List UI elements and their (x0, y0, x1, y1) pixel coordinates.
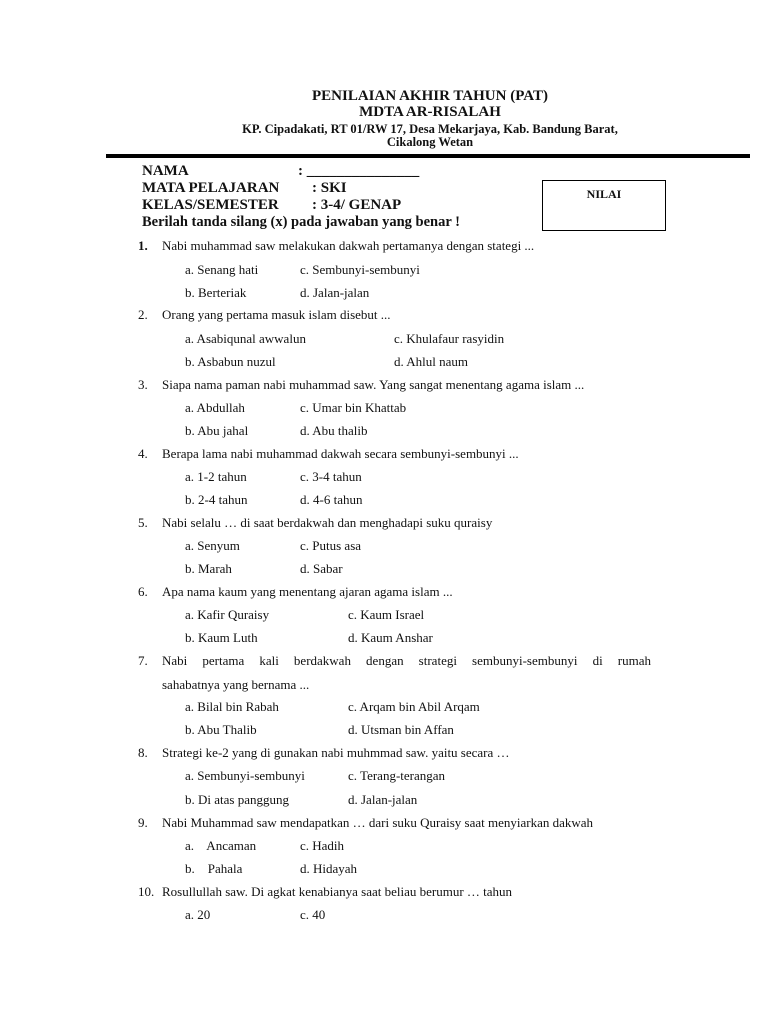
school-address-line2: Cikalong Wetan (386, 135, 474, 149)
question-text-continued: sahabatnya yang bernama ... (162, 677, 310, 692)
option-c[interactable]: c. Terang-terangan (348, 768, 446, 783)
kelas-value: : 3-4/ GENAP (312, 197, 402, 213)
option-c[interactable]: c. Arqam bin Abil Arqam (348, 699, 480, 714)
question-text: Berapa lama nabi muhammad dakwah secara sembunyi-sembunyi ... (162, 446, 519, 461)
question-text: Nabi muhammad saw melakukan dakwah pertamanya dengan stategi ... (162, 238, 535, 253)
option-b[interactable]: b. Abu jahal (185, 423, 249, 438)
option-c[interactable]: c. Umar bin Khattab (300, 400, 407, 415)
option-b[interactable]: b. 2-4 tahun (185, 492, 248, 507)
option-b[interactable]: b. Berteriak (185, 285, 247, 300)
school-address-line1: KP. Cipadakati, RT 01/RW 17, Desa Mekarjaya, Kab. Bandung Barat, (242, 122, 618, 136)
option-a[interactable]: a. Senyum (185, 538, 240, 553)
option-c[interactable]: c. Kaum Israel (348, 607, 425, 622)
instruction: Berilah tanda silang (x) pada jawaban yang benar ! (142, 214, 460, 230)
school-name: MDTA AR-RISALAH (359, 104, 501, 120)
option-d[interactable]: d. Jalan-jalan (300, 285, 370, 300)
question-number: 3. (138, 377, 148, 392)
option-d[interactable]: d. Hidayah (300, 861, 358, 876)
option-a[interactable]: a. Asabiqunal awwalun (185, 331, 306, 346)
nama-label: NAMA (142, 163, 189, 179)
option-a[interactable]: a. 20 (185, 907, 211, 922)
option-c[interactable]: c. Sembunyi-sembunyi (300, 262, 420, 277)
option-b[interactable]: b. Asbabun nuzul (185, 354, 276, 369)
option-d[interactable]: d. Sabar (300, 561, 343, 576)
question-text: Nabi pertama kali berdakwah dengan strategi sembunyi-sembunyi di rumah (162, 653, 651, 668)
option-d[interactable]: d. Kaum Anshar (348, 630, 433, 645)
option-a[interactable]: a. Sembunyi-sembunyi (185, 768, 305, 783)
question-number: 1. (138, 238, 148, 253)
option-b[interactable]: b. Marah (185, 561, 232, 576)
question-text: Apa nama kaum yang menentang ajaran agama islam ... (162, 584, 453, 599)
option-a[interactable]: a. Abdullah (185, 400, 245, 415)
option-a[interactable]: a. Bilal bin Rabah (185, 699, 279, 714)
mapel-value: : SKI (312, 180, 347, 196)
question-text: Orang yang pertama masuk islam disebut ... (162, 307, 391, 322)
kelas-label: KELAS/SEMESTER (142, 197, 279, 213)
option-c[interactable]: c. Putus asa (300, 538, 362, 553)
question-number: 10. (138, 884, 155, 899)
nama-value: : _______________ (298, 163, 420, 179)
option-b[interactable]: b. Di atas panggung (185, 792, 289, 807)
question-number: 8. (138, 745, 148, 760)
question-text: Strategi ke-2 yang di gunakan nabi muhmmad saw. yaitu secara … (162, 745, 510, 760)
option-d[interactable]: d. Abu thalib (300, 423, 368, 438)
option-d[interactable]: d. Jalan-jalan (348, 792, 418, 807)
option-a[interactable]: a. Kafir Quraisy (185, 607, 270, 622)
mapel-label: MATA PELAJARAN (142, 180, 280, 196)
option-b[interactable]: b. Kaum Luth (185, 630, 258, 645)
question-text: Siapa nama paman nabi muhammad saw. Yang sangat menentang agama islam ... (162, 377, 585, 392)
question-text: Nabi Muhammad saw mendapatkan … dari suku Quraisy saat menyiarkan dakwah (162, 815, 594, 830)
question-text: Rosullullah saw. Di agkat kenabianya saat beliau berumur … tahun (162, 884, 513, 899)
nilai-label: NILAI (586, 187, 622, 201)
option-d[interactable]: d. Ahlul naum (394, 354, 469, 369)
option-b[interactable]: b. Abu Thalib (185, 722, 257, 737)
option-d[interactable]: d. 4-6 tahun (300, 492, 363, 507)
option-c[interactable]: c. Khulafaur rasyidin (394, 331, 505, 346)
option-c[interactable]: c. 40 (300, 907, 326, 922)
option-c[interactable]: c. Hadih (300, 838, 345, 853)
question-number: 2. (138, 307, 148, 322)
question-number: 6. (138, 584, 148, 599)
exam-title: PENILAIAN AKHIR TAHUN (PAT) (312, 88, 548, 104)
question-number: 4. (138, 446, 148, 461)
question-number: 9. (138, 815, 148, 830)
question-number: 7. (138, 653, 148, 668)
question-number: 5. (138, 515, 148, 530)
option-b[interactable]: b. Pahala (185, 861, 243, 876)
question-text: Nabi selalu … di saat berdakwah dan menghadapi suku quraisy (162, 515, 493, 530)
option-a[interactable]: a. Senang hati (185, 262, 259, 277)
option-c[interactable]: c. 3-4 tahun (300, 469, 362, 484)
option-a[interactable]: a. Ancaman (185, 838, 257, 853)
option-a[interactable]: a. 1-2 tahun (185, 469, 247, 484)
option-d[interactable]: d. Utsman bin Affan (348, 722, 454, 737)
